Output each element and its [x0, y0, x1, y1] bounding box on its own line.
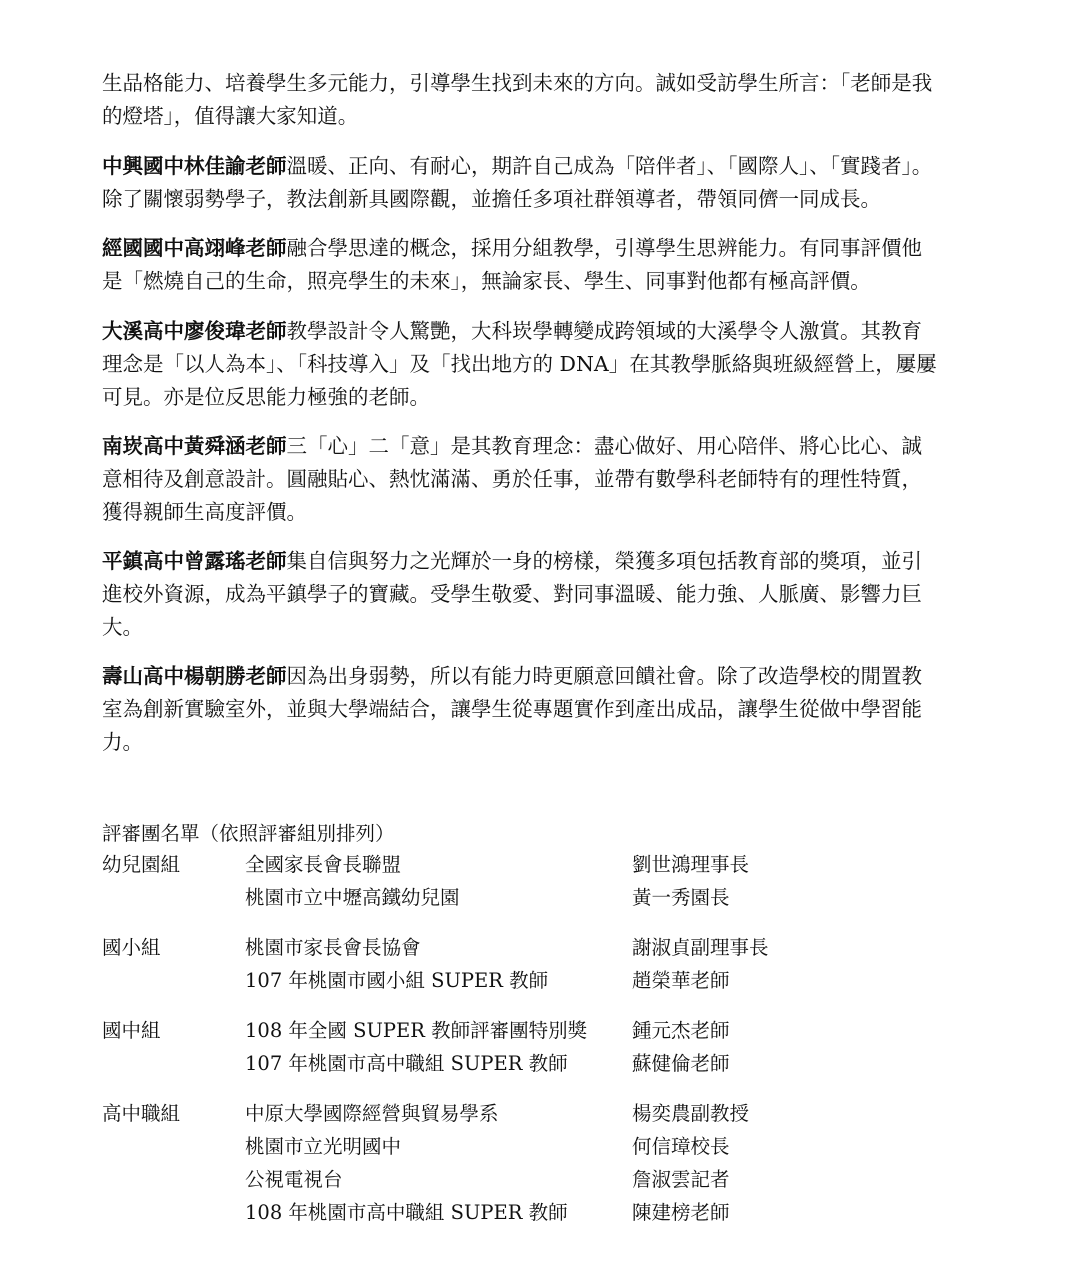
teacher-name: 壽山高中楊朝勝老師 [102, 664, 287, 688]
jury-member: 楊奕農副教授 [632, 1102, 750, 1125]
jury-member: 劉世鴻理事長 [632, 853, 750, 876]
jury-row [102, 881, 982, 914]
teacher-paragraph-4 [102, 430, 990, 529]
jury-organization: 108 年全國 SUPER 教師評審團特別獎 [245, 1019, 588, 1042]
paragraph-text: 融合學思達的概念，採用分組教學，引導學生思辨能力。有同事評價他 [286, 236, 922, 260]
jury-member: 趙榮華老師 [632, 969, 730, 992]
paragraph-text: 集自信與努力之光輝於一身的榜樣，榮獲多項包括教育部的獎項，並引 [286, 549, 922, 573]
jury-member: 謝淑貞副理事長 [632, 936, 769, 959]
teacher-name: 中興國中林佳諭老師 [102, 154, 287, 178]
teacher-paragraph-3 [102, 315, 990, 414]
jury-organization: 公視電視台 [245, 1168, 343, 1191]
paragraph-text: 室為創新實驗室外，並與大學端結合，讓學生從專題實作到產出成品，讓學生從做中學習能 [102, 697, 922, 721]
jury-row [102, 931, 982, 964]
paragraph-text: 三「心」二「意」是其教育理念：盡心做好、用心陪伴、將心比心、誠 [286, 434, 922, 458]
jury-member: 何信璋校長 [632, 1135, 730, 1158]
jury-group-label: 幼兒園組 [102, 853, 181, 876]
jury-member: 陳建榜老師 [632, 1201, 730, 1224]
paragraph-text: 大。 [102, 615, 143, 639]
jury-group-elementary [102, 931, 982, 997]
jury-list-title: 評審團名單（依照評審組別排列） [102, 822, 395, 845]
jury-row [102, 1047, 982, 1080]
jury-row [102, 1163, 982, 1196]
paragraph-text: 意相待及創意設計。圓融貼心、熱忱滿滿、勇於任事，並帶有數學科老師特有的理性特質， [102, 467, 922, 491]
paragraph-text: 力。 [102, 730, 143, 754]
jury-member: 蘇健倫老師 [632, 1052, 730, 1075]
teacher-name: 平鎮高中曾露瑤老師 [102, 549, 287, 573]
jury-organization: 107 年桃園市高中職組 SUPER 教師 [245, 1052, 568, 1075]
jury-row [102, 848, 982, 881]
jury-group-kindergarten [102, 848, 982, 914]
intro-line-1: 生品格能力、培養學生多元能力，引導學生找到未來的方向。誠如受訪學生所言：「老師是我 [102, 71, 933, 95]
paragraph-text: 可見。亦是位反思能力極強的老師。 [102, 385, 430, 409]
paragraph-text: 是「燃燒自己的生命，照亮學生的未來」，無論家長、學生、同事對他都有極高評價。 [102, 269, 871, 293]
jury-organization: 桃園市立中壢高鐵幼兒園 [245, 886, 460, 909]
jury-row [102, 1130, 982, 1163]
paragraph-text: 除了關懷弱勢學子，教法創新具國際觀，並擔任多項社群領導者，帶領同儕一同成長。 [102, 187, 881, 211]
jury-group-label: 國小組 [102, 936, 161, 959]
jury-organization: 107 年桃園市國小組 SUPER 教師 [245, 969, 549, 992]
jury-organization: 桃園市立光明國中 [245, 1135, 402, 1158]
jury-organization: 108 年桃園市高中職組 SUPER 教師 [245, 1201, 568, 1224]
jury-group-label: 國中組 [102, 1019, 161, 1042]
jury-organization: 桃園市家長會長協會 [245, 936, 421, 959]
teacher-name: 大溪高中廖俊瑋老師 [102, 319, 287, 343]
jury-group-junior-high [102, 1014, 982, 1080]
jury-member: 詹淑雲記者 [632, 1168, 730, 1191]
teacher-paragraph-5 [102, 545, 990, 644]
jury-row [102, 1014, 982, 1047]
paragraph-text: 教學設計令人驚艷，大科崁學轉變成跨領域的大溪學令人激賞。其教育 [286, 319, 922, 343]
jury-row [102, 964, 982, 997]
jury-organization: 中原大學國際經營與貿易學系 [245, 1102, 499, 1125]
paragraph-text: 溫暖、正向、有耐心，期許自己成為「陪伴者」、「國際人」、「實踐者」。 [286, 154, 933, 178]
teacher-name: 經國國中高翊峰老師 [102, 236, 287, 260]
teacher-name: 南崁高中黃舜涵老師 [102, 434, 287, 458]
jury-member: 黃一秀園長 [632, 886, 730, 909]
jury-group-label: 高中職組 [102, 1102, 181, 1125]
paragraph-text: 理念是「以人為本」、「科技導入」及「找出地方的 DNA」在其教學脈絡與班級經營上，屢屢 [102, 352, 937, 376]
jury-organization: 全國家長會長聯盟 [245, 853, 402, 876]
paragraph-text: 因為出身弱勢，所以有能力時更願意回饋社會。除了改造學校的閒置教 [286, 664, 922, 688]
paragraph-text: 獲得親師生高度評價。 [102, 500, 307, 524]
intro-line-2: 的燈塔」，值得讓大家知道。 [102, 104, 359, 128]
paragraph-text: 進校外資源，成為平鎮學子的寶藏。受學生敬愛、對同事溫暖、能力強、人脈廣、影響力巨 [102, 582, 922, 606]
intro-paragraph [102, 67, 990, 133]
jury-row [102, 1196, 982, 1229]
jury-member: 鍾元杰老師 [632, 1019, 730, 1042]
teacher-paragraph-2 [102, 232, 990, 298]
jury-row [102, 1097, 982, 1130]
teacher-paragraph-1 [102, 150, 990, 216]
jury-group-senior-high [102, 1097, 982, 1229]
teacher-paragraph-6 [102, 660, 990, 759]
